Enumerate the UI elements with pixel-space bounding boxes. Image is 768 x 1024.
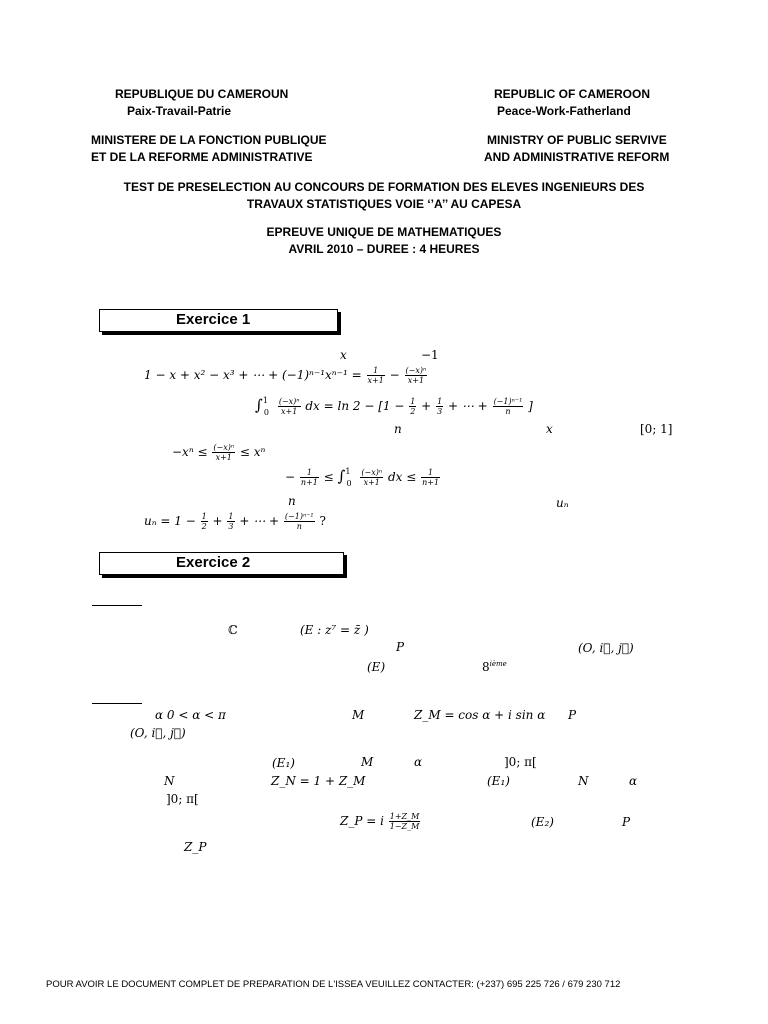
header-left-motto: Paix-Travail-Patrie	[127, 104, 232, 118]
header-right-ministry-2: AND ADMINISTRATIVE REFORM	[484, 150, 670, 164]
math-var-x: x	[340, 348, 347, 362]
header-right-motto: Peace-Work-Fatherland	[497, 104, 631, 118]
exam-date-duration: AVRIL 2010 – DUREE : 4 HEURES	[288, 242, 480, 256]
math-var-x-2: x	[546, 422, 553, 436]
math-u-n-definition: uₙ = 1 − $\frac{1}{2}$ + $\frac{1}{3}$ + ⋯ + $\frac{\text{(−1)ⁿ⁻¹}}{n}$ ?	[144, 512, 326, 531]
math-eighth: 8ième	[482, 660, 507, 674]
exercise-1-heading	[99, 309, 338, 332]
math-var-n: n	[394, 422, 402, 436]
math-point-P: P	[396, 640, 405, 654]
header-left-country: REPUBLIQUE DU CAMEROUN	[115, 87, 289, 101]
math-series-identity: 1 − x + x² − x³ + ⋯ + (−1)ⁿ⁻¹xⁿ⁻¹ = $\frac{1}{x+1}$ − $\frac{\text{(−x)ⁿ}}{x+1}$	[144, 366, 427, 385]
math-u-n: uₙ	[556, 496, 569, 510]
header-right-country: REPUBLIC OF CAMEROON	[494, 87, 650, 101]
part-underline-1	[92, 605, 142, 606]
test-title-line1: TEST DE PRESELECTION AU CONCOURS DE FORMATION DES ELEVES INGENIEURS DES	[123, 180, 645, 194]
math-z-N: Z_N = 1 + Z_M	[271, 774, 366, 788]
header-left-ministry-1: MINISTERE DE LA FONCTION PUBLIQUE	[91, 133, 327, 147]
math-neg-one: −1	[421, 348, 439, 362]
part-underline-2	[92, 703, 142, 704]
math-point-N-2: N	[578, 774, 589, 788]
math-set-E1: (E₁)	[272, 756, 295, 770]
math-interval-0-1: [0; 1]	[640, 422, 673, 436]
math-interval-2: ]0; π[	[166, 792, 199, 806]
math-point-N: N	[164, 774, 175, 788]
math-var-n-2: n	[288, 494, 296, 508]
header-left-ministry-2: ET DE LA REFORME ADMINISTRATIVE	[91, 150, 313, 164]
math-set-E2: (E₂)	[531, 815, 554, 829]
test-title-line2: TRAVAUX STATISTIQUES VOIE ‘’A’’ AU CAPESA	[246, 197, 522, 211]
exercise-2-label: Exercice 2	[176, 554, 251, 571]
math-equation-E: (E : z⁷ = z̄ )	[300, 623, 369, 637]
math-frame: (O, i⃗, j⃗)	[578, 641, 634, 655]
math-point-M-2: M	[361, 755, 374, 769]
math-point-P-3: P	[622, 815, 631, 829]
math-alpha-1: α	[414, 755, 423, 769]
math-alpha-condition: α 0 < α < π	[155, 708, 226, 722]
math-point-P-2: P	[568, 708, 577, 722]
math-alpha-2: α	[629, 774, 638, 788]
math-interval-1: ]0; π[	[504, 755, 537, 769]
exercise-2-heading	[99, 552, 344, 575]
exercise-1-label: Exercice 1	[176, 311, 251, 328]
math-z-M: Z_M = cos α + i sin α	[414, 708, 546, 722]
math-point-M: M	[352, 708, 365, 722]
math-set-E: (E)	[367, 660, 386, 674]
math-set-E1-b: (E₁)	[487, 774, 510, 788]
math-inequality: −xⁿ ≤ $\frac{\text{(−x)ⁿ}}{x+1}$ ≤ xⁿ	[172, 443, 266, 462]
math-complex-set: ℂ	[228, 623, 238, 637]
header-right-ministry-1: MINISTRY OF PUBLIC SERVIVE	[487, 133, 667, 147]
math-integral-bounds: − $\frac{1}{n+1}$ ≤ ∫$^1_0$ $\frac{\text{(−x)ⁿ}}{x+1}$ dx ≤ $\frac{1}{n+1}$	[285, 467, 440, 488]
math-z-P-definition: Z_P = i $\frac{1+Z\_M}{1-Z\_M}$	[340, 812, 420, 831]
math-integral-identity: ∫$^1_0$ $\frac{\text{(−x)ⁿ}}{x+1}$ dx = ln 2 − [1 − $\frac{1}{2}$ + $\frac{1}{3}$ + ⋯ + $\frac{\text{(−1)ⁿ⁻¹}}{n}$ ]	[255, 396, 533, 417]
footer-contact: POUR AVOIR LE DOCUMENT COMPLET DE PREPARATION DE L'ISSEA VEUILLEZ CONTACTER: (+237) 695 225 726 / 679 230 712	[46, 979, 621, 990]
exam-subject: EPREUVE UNIQUE DE MATHEMATIQUES	[266, 225, 502, 239]
math-frame-2: (O, i⃗, j⃗)	[130, 726, 186, 740]
math-z-P: Z_P	[184, 840, 207, 854]
